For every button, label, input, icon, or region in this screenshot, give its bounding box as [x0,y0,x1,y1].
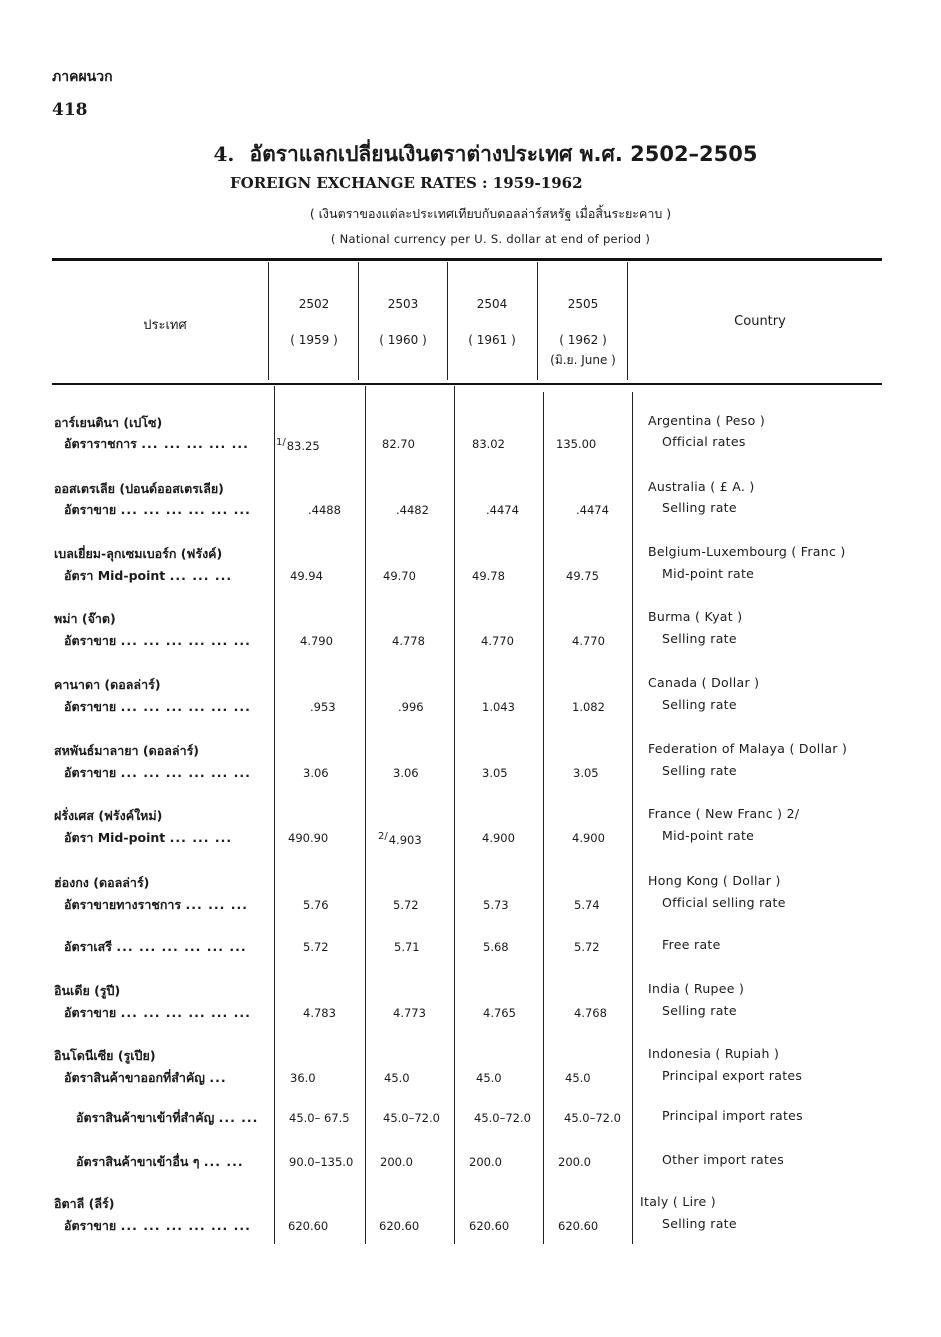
table-row [0,566,941,586]
value-2503: 5.72 [393,898,419,912]
value-2503: 200.0 [380,1155,413,1169]
table-top-rule [52,258,882,261]
rate-type-english: Principal export rates [662,1068,803,1083]
table-row [0,1152,941,1172]
rate-type-thai: อัตรา Mid-point ... ... ... [64,568,233,583]
leader-dots: ... ... ... [169,568,233,583]
table-row [0,413,941,433]
value-2503: 45.0–72.0 [383,1111,440,1125]
rate-type-english: Selling rate [662,631,737,646]
value-2504: 5.73 [483,898,509,912]
leader-dots: ... ... ... ... ... ... [116,939,247,954]
rate-type-english: Official rates [662,434,746,449]
leader-dots: ... ... ... ... ... ... [120,699,251,714]
header-year-2505 [539,297,627,370]
value-2502: 4.783 [303,1006,336,1020]
year-period-note: (มิ.ย. June ) [550,353,616,367]
value-2502: 490.90 [288,831,329,845]
rate-type-thai: อัตราสินค้าขาเข้าที่สำคัญ ... ... [76,1110,259,1125]
year-be: 2502 [298,297,330,311]
value-2505: 45.0 [565,1071,591,1085]
value-2505: 45.0–72.0 [564,1111,621,1125]
value-2504: 1.043 [482,700,515,714]
column-divider [447,262,448,380]
table-row [0,806,941,826]
value-2505: 1.082 [572,700,605,714]
table-row [0,1216,941,1236]
value-2504: 45.0–72.0 [474,1111,531,1125]
rate-type-thai: อัตราสินค้าขาเข้าอื่น ๆ ... ... [76,1154,244,1169]
header-bottom-rule [52,383,882,385]
page-title-thai [0,138,941,171]
year-ce: ( 1961 ) [468,333,516,347]
table-row [0,631,941,651]
value-2502: 90.0–135.0 [289,1155,354,1169]
rate-type-english: Free rate [662,937,721,952]
leader-dots: ... ... ... ... ... ... [120,633,251,648]
page-title-english: FOREIGN EXCHANGE RATES : 1959-1962 [230,174,583,192]
table-row [0,895,941,915]
rate-type-thai: อัตราเสรี ... ... ... ... ... ... [64,939,247,954]
table-row [0,500,941,520]
country-english: Argentina ( Peso ) [648,413,765,428]
title-thai-text: อัตราแลกเปลี่ยนเงินตราต่างประเทศ พ.ศ. 2502–2505 [249,142,758,166]
rate-type-thai: อัตราขาย ... ... ... ... ... ... [64,502,251,517]
rate-type-thai: อัตราขายทางราชการ ... ... ... [64,897,248,912]
rate-type-thai: อัตราสินค้าขาออกที่สำคัญ ... [64,1070,227,1085]
subtitle-english: ( National currency per U. S. dollar at end of period ) [330,232,651,246]
value-2503: 45.0 [384,1071,410,1085]
value-2504: 4.770 [481,634,514,648]
table-row [0,1068,941,1088]
rate-type-thai: อัตราขาย ... ... ... ... ... ... [64,1218,251,1233]
value-2502: 49.94 [290,569,323,583]
table-number: 4. [213,142,235,166]
table-row [0,741,941,761]
column-divider [627,262,628,380]
table-row [0,544,941,564]
rate-type-english: Principal import rates [662,1108,803,1123]
value-2503: 4.773 [393,1006,426,1020]
header-year-2504 [450,297,534,347]
value-2503: 4.778 [392,634,425,648]
rate-type-thai: อัตราขาย ... ... ... ... ... ... [64,765,251,780]
value-2504: 620.60 [469,1219,510,1233]
country-english: Belgium-Luxembourg ( Franc ) [648,544,846,559]
rate-type-thai: อัตรา Mid-point ... ... ... [64,830,233,845]
value-2504: 200.0 [469,1155,502,1169]
value-2505: 200.0 [558,1155,591,1169]
value-2504: 45.0 [476,1071,502,1085]
leader-dots: ... ... ... ... ... ... [120,502,251,517]
table-row [0,675,941,695]
country-thai: สหพันธ์มาลายา (ดอลล่าร์) [54,743,200,758]
table-row [0,1194,941,1214]
table-row [0,434,941,454]
value-2505: 5.72 [574,940,600,954]
value-2502: 620.60 [288,1219,329,1233]
rate-type-english: Selling rate [662,697,737,712]
table-row [0,1046,941,1066]
header-country-thai: ประเทศ [143,318,187,333]
value-2505: 4.770 [572,634,605,648]
rate-type-english: Selling rate [662,500,737,515]
rate-type-english: Selling rate [662,1216,737,1231]
table-row [0,828,941,848]
value-2504: 4.765 [483,1006,516,1020]
country-thai: ออสเตรเลีย (ปอนด์ออสเตรเลีย) [54,481,224,496]
footnote-marker: 2/ [378,831,388,842]
subtitle-thai: ( เงินตราของแต่ละประเทศเทียบกับดอลล่าร์สหรัฐ เมื่อสิ้นระยะคาบ ) [309,206,672,221]
value-2503: 3.06 [393,766,419,780]
footnote-marker: 1/ [276,437,286,448]
value-2503: 2/4.903 [378,831,422,847]
table-row [0,873,941,893]
value-2504: 49.78 [472,569,505,583]
year-be: 2503 [387,297,419,311]
header-year-2502 [272,297,356,347]
value-2505: .4474 [576,503,609,517]
value-2504: 4.900 [482,831,515,845]
leader-dots: ... ... ... ... ... ... [120,765,251,780]
table-row [0,609,941,629]
rate-type-english: Other import rates [662,1152,785,1167]
value-2502: 5.76 [303,898,329,912]
value-2502: 4.790 [300,634,333,648]
value-2505: 49.75 [566,569,599,583]
table-row [0,763,941,783]
year-be: 2505 [567,297,599,311]
value-2505: 4.768 [574,1006,607,1020]
rate-type-english: Selling rate [662,1003,737,1018]
column-divider [358,262,359,380]
country-thai: อิตาลี (ลีร์) [54,1196,115,1211]
rate-type-thai: อัตราขาย ... ... ... ... ... ... [64,699,251,714]
leader-dots: ... ... ... ... ... ... [120,1218,251,1233]
value-2505: 135.00 [556,437,597,451]
value-2505: 5.74 [574,898,600,912]
table-row [0,981,941,1001]
value-2502: 3.06 [303,766,329,780]
column-divider [268,262,269,380]
header-country-english: Country [734,314,786,329]
value-2502: 1/83.25 [276,437,320,453]
country-thai: อินโดนีเซีย (รูเปีย) [54,1048,156,1063]
country-english: India ( Rupee ) [648,981,745,996]
value-2502: 5.72 [303,940,329,954]
value-2502: .4488 [308,503,341,517]
leader-dots: ... ... [203,1154,244,1169]
value-2505: 4.900 [572,831,605,845]
rate-type-thai: อัตราราชการ ... ... ... ... ... [64,436,249,451]
rate-type-thai: อัตราขาย ... ... ... ... ... ... [64,633,251,648]
value-2503: 49.70 [383,569,416,583]
value-2502: 36.0 [290,1071,316,1085]
leader-dots: ... ... [218,1110,259,1125]
value-2504: 3.05 [482,766,508,780]
value-2503: .4482 [396,503,429,517]
table-row [0,937,941,957]
leader-dots: ... ... ... ... ... ... [120,1005,251,1020]
value-2504: 83.02 [472,437,505,451]
rate-type-english: Selling rate [662,763,737,778]
value-2503: 5.71 [394,940,420,954]
value-2502: .953 [310,700,336,714]
leader-dots: ... [209,1070,227,1085]
leader-dots: ... ... ... [169,830,233,845]
rate-type-thai: อัตราขาย ... ... ... ... ... ... [64,1005,251,1020]
value-2503: 620.60 [379,1219,420,1233]
country-english: Burma ( Kyat ) [648,609,743,624]
country-thai: ฮ่องกง (ดอลล่าร์) [54,875,150,890]
country-thai: อินเดีย (รูปี) [54,983,121,998]
value-2504: .4474 [486,503,519,517]
value-2503: .996 [398,700,424,714]
country-english: Canada ( Dollar ) [648,675,760,690]
rate-type-english: Official selling rate [662,895,786,910]
rate-type-english: Mid-point rate [662,566,755,581]
country-thai: เบลเยี่ยม-ลุกเซมเบอร์ก (ฟรังค์) [54,546,223,561]
country-english: Indonesia ( Rupiah ) [648,1046,780,1061]
country-english: France ( New Franc ) 2/ [648,806,800,821]
country-thai: พม่า (จ๊าต) [54,611,116,626]
table-row [0,697,941,717]
page-number: 418 [52,100,88,120]
table-row [0,1108,941,1128]
year-be: 2504 [476,297,508,311]
country-english: Hong Kong ( Dollar ) [648,873,781,888]
value-2505: 3.05 [573,766,599,780]
header-year-2503 [361,297,445,347]
rate-type-english: Mid-point rate [662,828,755,843]
section-label: ภาคผนวก [52,69,113,85]
country-english: Australia ( £ A. ) [648,479,755,494]
table-row [0,479,941,499]
year-ce: ( 1962 ) [559,333,607,347]
country-english: Italy ( Lire ) [640,1194,716,1209]
country-thai: คานาดา (ดอลล่าร์) [54,677,161,692]
country-english: Federation of Malaya ( Dollar ) [648,741,848,756]
leader-dots: ... ... ... [185,897,248,912]
year-ce: ( 1959 ) [290,333,338,347]
value-2503: 82.70 [382,437,415,451]
value-2505: 620.60 [558,1219,599,1233]
country-thai: ฝรั่งเศส (ฟรังค์ใหม่) [54,808,163,823]
country-thai: อาร์เยนตินา (เปโซ) [54,415,163,430]
leader-dots: ... ... ... ... ... [141,436,249,451]
value-2502: 45.0– 67.5 [289,1111,350,1125]
table-row [0,1003,941,1023]
year-ce: ( 1960 ) [379,333,427,347]
value-2504: 5.68 [483,940,509,954]
